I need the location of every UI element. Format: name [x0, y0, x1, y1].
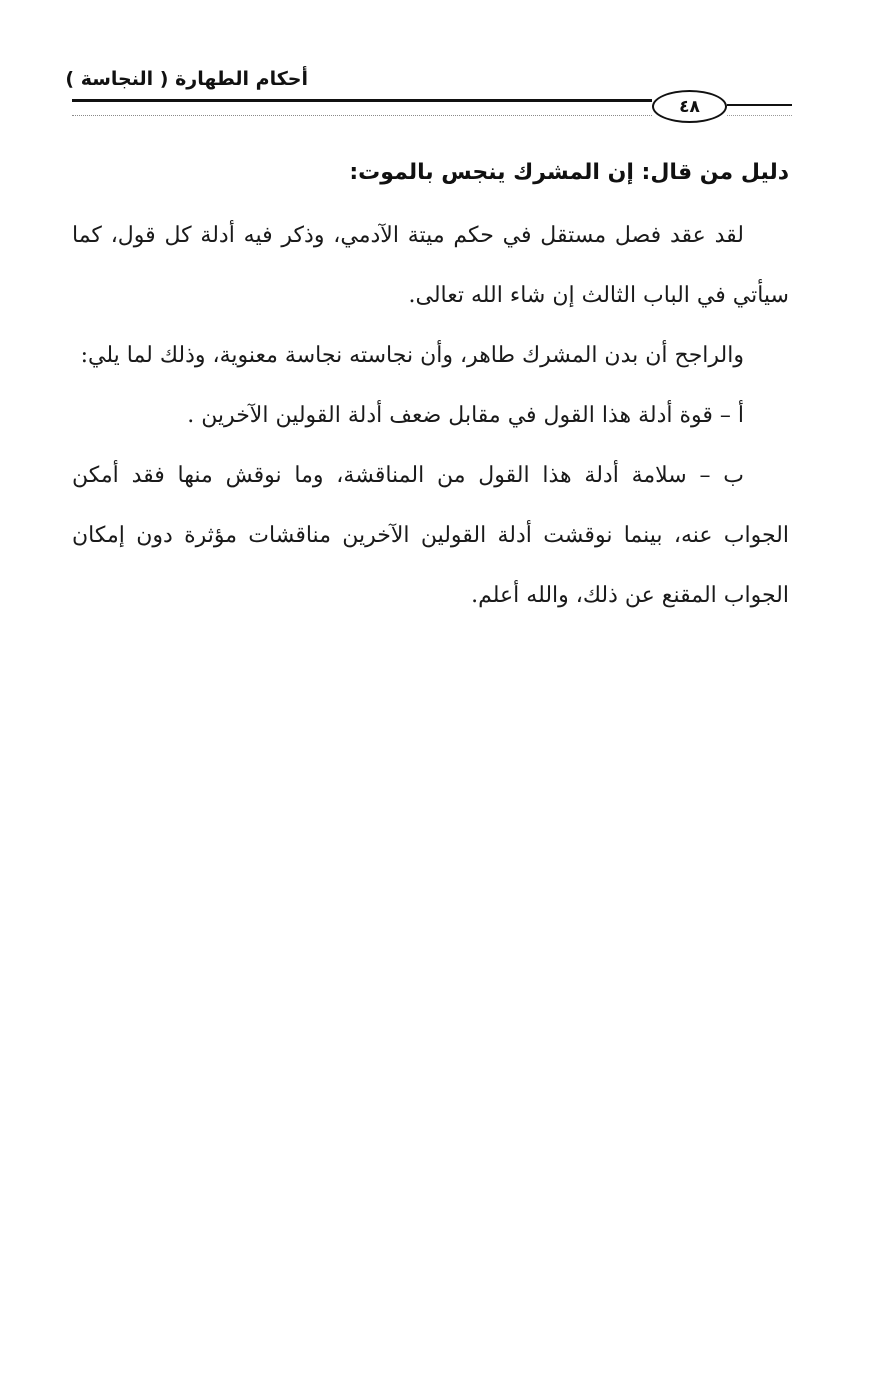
paragraph-preferred-opinion: والراجح أن بدن المشرك طاهر، وأن نجاسته نجاسة معنوية، وذلك لما يلي: [80, 343, 744, 368]
header-rule-right [727, 104, 792, 106]
header-rule [72, 99, 652, 102]
running-header-title: أحكام الطهارة ( النجاسة ) [65, 68, 308, 90]
header-rule-dotted [72, 115, 652, 116]
header-rule-right-dotted [727, 115, 792, 116]
section-heading: دليل من قال: إن المشرك ينجس بالموت: [349, 160, 789, 185]
paragraph-reason-b: ب – سلامة أدلة هذا القول من المناقشة، وما نوقش منها فقد أمكن الجواب عنه، بينما نوقشت أدلة القولين الآخرين مناقشات مؤثرة دون إمكان الجواب المقنع عن ذلك، والله أعلم. [72, 463, 789, 608]
paragraph-reason-a: أ – قوة أدلة هذا القول في مقابل ضعف أدلة القولين الآخرين . [187, 403, 744, 428]
page-number-badge: ٤٨ [652, 90, 727, 123]
paragraph-chapter-reference: لقد عقد فصل مستقل في حكم ميتة الآدمي، وذكر فيه أدلة كل قول، كما سيأتي في الباب الثالث إن شاء الله تعالى. [72, 223, 789, 308]
body-text [72, 206, 789, 626]
